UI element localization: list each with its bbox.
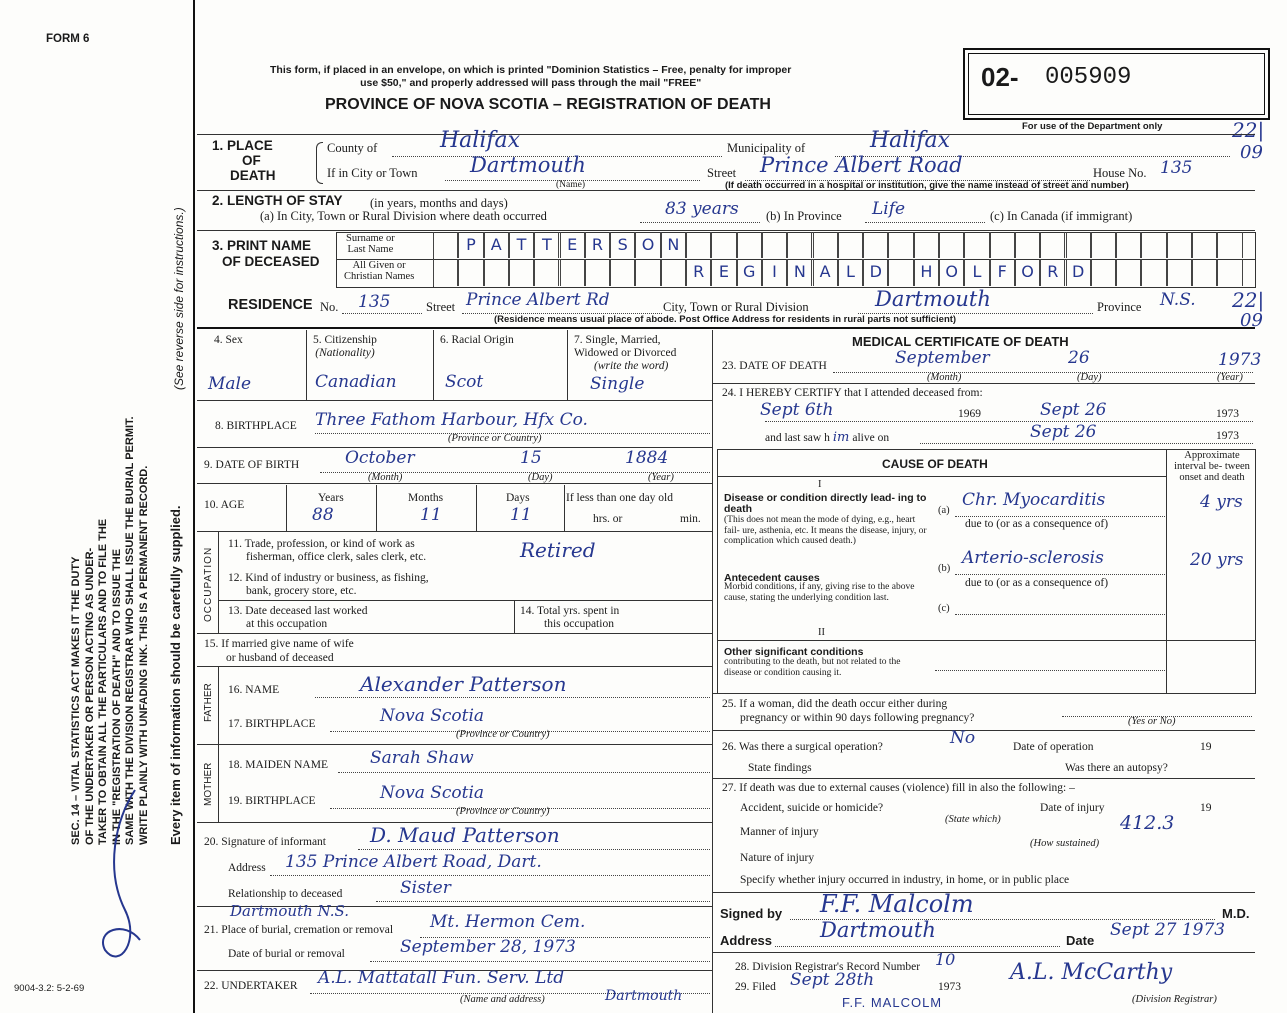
letter-box (1116, 259, 1141, 286)
registration-prefix: 02- (981, 62, 1019, 92)
father-label: FATHER (203, 683, 214, 722)
interval-b-value: 20 yrs (1190, 550, 1244, 570)
occupation-label: OCCUPATION (203, 546, 214, 622)
city-label: If in City or Town (327, 166, 418, 180)
letter-box: O (939, 259, 964, 286)
side-note-reverse: (See reverse side for instructions.) (172, 207, 186, 390)
stay-province-value: Life (872, 199, 906, 219)
registrar-signature: A.L. McCarthy (1010, 960, 1173, 985)
record-number-value: 10 (935, 950, 956, 969)
dob-day-value: 15 (520, 448, 542, 468)
father-birthplace-value: Nova Scotia (380, 706, 485, 726)
letter-box: O (1015, 259, 1040, 286)
age-months-value: 11 (420, 505, 442, 525)
city-value: Dartmouth (470, 153, 586, 177)
letter-box: E (711, 259, 736, 286)
physician-signature: F.F. Malcolm (820, 890, 974, 918)
surgical-value: No (950, 728, 976, 748)
last-saw-value: Sept 26 (1030, 422, 1097, 442)
county-label: County of (327, 141, 378, 155)
letter-box (863, 232, 888, 258)
house-label: House No. (1093, 166, 1147, 180)
house-value: 135 (1160, 158, 1193, 178)
dob-month-value: October (345, 448, 415, 468)
letter-box (1091, 232, 1116, 258)
print-name-heading: 3. PRINT NAME OF DECEASED (212, 238, 320, 269)
letter-box: A (484, 232, 509, 258)
relationship-value: Sister (400, 878, 451, 898)
letter-box (1192, 232, 1217, 258)
medical-certificate-heading: MEDICAL CERTIFICATE OF DEATH (852, 334, 1069, 349)
letter-box (787, 232, 812, 258)
letter-box (686, 232, 711, 258)
letter-box: P (458, 232, 483, 258)
physician-date-value: Sept 27 1973 (1110, 920, 1226, 940)
interval-heading: Approximate interval be- tween onset and death (1174, 450, 1250, 483)
letter-box: R (1040, 259, 1065, 286)
form-label: FORM 6 (46, 33, 90, 45)
informant-address-value: 135 Prince Albert Road, Dart. (285, 852, 542, 872)
mail-notice: This form, if placed in an envelope, on which is printed "Dominion Statistics – Free, penalty for improper use $50," and properly addressed will pass through the mail "FREE" (270, 64, 792, 89)
letter-box: D (1066, 259, 1091, 286)
letter-box (610, 259, 635, 286)
dept-code-2: 09 (1240, 142, 1263, 163)
letter-box (939, 232, 964, 258)
registration-number: 005909 (1045, 64, 1132, 91)
letter-box (1141, 232, 1166, 258)
letter-box: T (534, 232, 559, 258)
dept-code-3: 22| (1232, 288, 1265, 312)
letter-box: S (610, 232, 635, 258)
letter-box (1066, 232, 1091, 258)
residence-province-value: N.S. (1160, 290, 1196, 310)
dept-code-4: 09 (1240, 310, 1263, 331)
residence-heading: RESIDENCE (228, 297, 313, 313)
letter-box (661, 259, 686, 286)
occupation-value: Retired (520, 538, 596, 562)
letter-box (914, 232, 939, 258)
letter-box: G (737, 259, 762, 286)
letter-box: L (838, 259, 863, 286)
stay-province-label: (b) In Province (766, 209, 842, 223)
letter-box (1141, 259, 1166, 286)
interval-a-value: 4 yrs (1200, 492, 1243, 512)
printed-physician-name: F.F. MALCOLM (842, 995, 943, 1010)
county-value: Halifax (440, 128, 521, 153)
birthplace-value: Three Fathom Harbour, Hfx Co. (315, 410, 588, 430)
letter-box (1217, 232, 1242, 258)
letter-box (990, 232, 1015, 258)
attended-from-value: Sept 6th (760, 400, 834, 420)
burial-place-note: Dartmouth N.S. (230, 902, 349, 920)
filed-year: 1973 (938, 981, 961, 993)
street-label: Street (707, 166, 737, 180)
stay-city-label: (a) In City, Town or Rural Division where death occurred (260, 209, 547, 223)
letter-box (1015, 232, 1040, 258)
mother-maiden-value: Sarah Shaw (370, 748, 474, 768)
residence-city-value: Dartmouth (875, 287, 991, 311)
cause-of-death-heading: CAUSE OF DEATH (882, 457, 988, 471)
filed-date-value: Sept 28th (790, 970, 875, 990)
letter-box: F (990, 259, 1015, 286)
letter-box: D (863, 259, 888, 286)
letter-box (585, 259, 610, 286)
letter-box: I (762, 259, 787, 286)
letter-box (838, 232, 863, 258)
letter-box (1040, 232, 1065, 258)
letter-box (737, 232, 762, 258)
form-code: 9004-3.2: 5-2-69 (14, 983, 85, 994)
side-note-careful: Every item of information should be carefully supplied. (168, 505, 183, 845)
burial-place-value: Mt. Hermon Cem. (430, 912, 586, 932)
father-name-value: Alexander Patterson (360, 672, 567, 696)
death-month-value: September (895, 348, 990, 368)
sex-value: Male (208, 374, 252, 394)
letter-box: E (560, 232, 585, 258)
letter-box (762, 232, 787, 258)
length-of-stay-heading: 2. LENGTH OF STAY (212, 193, 343, 208)
dept-use-label: For use of the Department only (1022, 121, 1163, 132)
letter-box (484, 259, 509, 286)
letter-box (1091, 259, 1116, 286)
letter-box (1167, 232, 1192, 258)
letter-box (813, 232, 838, 258)
street-value: Prince Albert Road (760, 153, 963, 177)
residence-no-value: 135 (358, 292, 391, 312)
side-instructions: SEC. 14 – VITAL STATISTICS ACT MAKES IT THE DUTY OF THE UNDERTAKER OR PERSON ACTING AS UNDER- TAKER TO OBTAIN ALL THE PARTICULARS AND TO FILE THE IN THE "REGISTRATION OF DEATH" AND TO ISSUE THE SAME WITH THE DIVISION REGISTRAR WHO SHALL ISSUE THE BURIAL PERMIT. WRITE PLAINLY WITH UNFADING INK. THIS IS A PERMANENT RECORD. (70, 416, 150, 845)
letter-box (964, 232, 989, 258)
letter-box (635, 259, 660, 286)
letter-box (1217, 259, 1242, 286)
age-years-value: 88 (312, 505, 334, 525)
municipality-value: Halifax (870, 128, 951, 153)
attended-from-year: 1969 (958, 408, 981, 420)
letter-box (560, 259, 585, 286)
letter-box: R (585, 232, 610, 258)
undertaker-value: A.L. Mattatall Fun. Serv. Ltd (318, 968, 565, 988)
letter-box: A (813, 259, 838, 286)
cause-a-value: Chr. Myocarditis (962, 490, 1106, 510)
letter-box (888, 232, 913, 258)
letter-box (509, 259, 534, 286)
municipality-label: Municipality of (727, 141, 806, 155)
residence-note: (Residence means usual place of abode. Post Office Address for residents in rural parts not sufficient) (494, 314, 957, 325)
mother-label: MOTHER (203, 762, 214, 806)
physician-address-value: Dartmouth (820, 918, 936, 942)
letter-box (534, 259, 559, 286)
attended-to-year: 1973 (1216, 408, 1239, 420)
cause-b-value: Arterio-sclerosis (962, 548, 1104, 568)
left-border (193, 0, 195, 1013)
letter-box: N (787, 259, 812, 286)
last-saw-year: 1973 (1216, 430, 1239, 442)
racial-value: Scot (445, 372, 484, 392)
letter-box: O (635, 232, 660, 258)
place-of-death-heading: 1. PLACE OF DEATH (212, 138, 276, 183)
attended-to-value: Sept 26 (1040, 400, 1107, 420)
letter-box (433, 259, 458, 286)
letter-box (711, 232, 736, 258)
informant-signature: D. Maud Patterson (370, 823, 560, 847)
burial-date-value: September 28, 1973 (400, 937, 576, 957)
marital-value: Single (590, 374, 645, 394)
letter-box: R (686, 259, 711, 286)
dob-year-value: 1884 (625, 448, 669, 468)
mother-birthplace-value: Nova Scotia (380, 783, 485, 803)
age-days-value: 11 (510, 505, 532, 525)
letter-box: N (661, 232, 686, 258)
injury-code-value: 412.3 (1120, 812, 1175, 834)
margin-signature (95, 780, 165, 980)
stay-canada-label: (c) In Canada (if immigrant) (990, 209, 1133, 223)
hospital-note: (If death occurred in a hospital or institution, give the name instead of street and number) (725, 180, 1129, 191)
letter-box: H (914, 259, 939, 286)
letter-box (433, 232, 458, 258)
undertaker-city-value: Dartmouth (605, 988, 683, 1004)
citizenship-value: Canadian (315, 372, 397, 392)
residence-street-value: Prince Albert Rd (466, 290, 610, 310)
form-title: PROVINCE OF NOVA SCOTIA – REGISTRATION OF DEATH (325, 96, 771, 113)
letter-box (1192, 259, 1217, 286)
stay-city-value: 83 years (665, 199, 739, 219)
dept-code-1: 22| (1232, 118, 1265, 142)
letter-box: L (964, 259, 989, 286)
letter-box (1116, 232, 1141, 258)
letter-box: T (509, 232, 534, 258)
death-day-value: 26 (1068, 348, 1090, 368)
letter-box (1167, 259, 1192, 286)
death-year-value: 1973 (1218, 350, 1262, 370)
letter-box (888, 259, 913, 286)
middle-divider (712, 330, 713, 1013)
letter-box (458, 259, 483, 286)
registration-number-box (963, 48, 1270, 120)
